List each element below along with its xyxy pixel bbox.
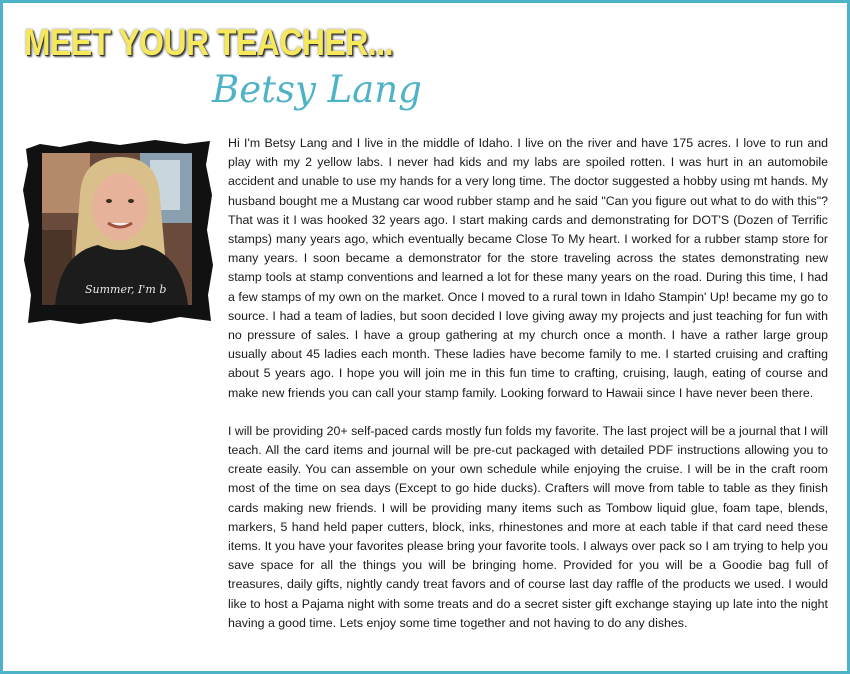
teacher-photo bbox=[20, 135, 216, 327]
page-heading: MEET YOUR TEACHER... bbox=[24, 22, 394, 63]
photo-shirt-text: Summer, I'm b bbox=[85, 283, 167, 296]
teacher-name: Betsy Lang bbox=[212, 68, 422, 111]
bio-paragraph-1: Hi I'm Betsy Lang and I live in the middle of Idaho. I live on the river and have 175 acres. I love to run and play with my 2 yellow labs. I never had kids and my labs are spoiled rotten. I was hurt in an automobile accident and unable to use my hands for a very long time. The doctor suggested a hobby using mt hands. My husband bought me a Mustang car wood rubber stamp and he said "Can you figure out what to do with this"? That was it I was hooked 32 years ago. I start making cards and demonstrating for DOT'S (Dozen of Terrific stamps) many years ago, which eventually became Close To My heart. I worked for a rubber stamp store for many years. I soon became a demonstrator for the store traveling across the states demonstrating new stamp tools at stamp conventions and learned a lot for these many years on the road. During this time, I had a few stamps of my own on the market. Once I moved to a rural town in Idaho Stampin' Up! became my go to source. I had a team of ladies, but soon decided I love giving away my projects and just teaching for fun with no pressure of sales. I have a group gathering at my church once a month. I have a rather large group usually about 45 ladies each month. These ladies have become family to me. I started cruising and crafting about 5 years ago. I hope you will join me in this fun time to crafting, cruising, laugh, eating of course and make new friends you can call your stamp family. Looking forward to Hawaii since I have never been there. bbox=[228, 136, 828, 400]
bio-paragraph-2: I will be providing 20+ self-paced cards mostly fun folds my favorite. The last project will be a journal that I will teach. All the card items and journal will be pre-cut packaged with detailed PDF instructions allowing you to create easily. You can assemble on your own schedule while enjoying the cruise. I will be in the craft room most of the time on sea days (Except to go hide ducks). Crafters will move from table to table as they finish cards making new friends. I will be providing many items such as Tombow liquid glue, foam tape, blends, markers, 5 hand held paper cutters, block, inks, rhinestones and more at each table if that card need these items. It you have your favorites please bring your favorite tools. I always over pack so I am trying to help you save space for all the things you will be bringing home. Provided for you will be a Goodie bag full of treasures, daily gifts, nightly candy treat favors and of course last day raffle of the products we used. I would like to host a Pajama night with some treats and do a secret sister gift exchange staying up late into the night having a good time. Lets enjoy some time together and not having to do any dishes. bbox=[228, 423, 828, 630]
teacher-bio bbox=[228, 134, 828, 652]
